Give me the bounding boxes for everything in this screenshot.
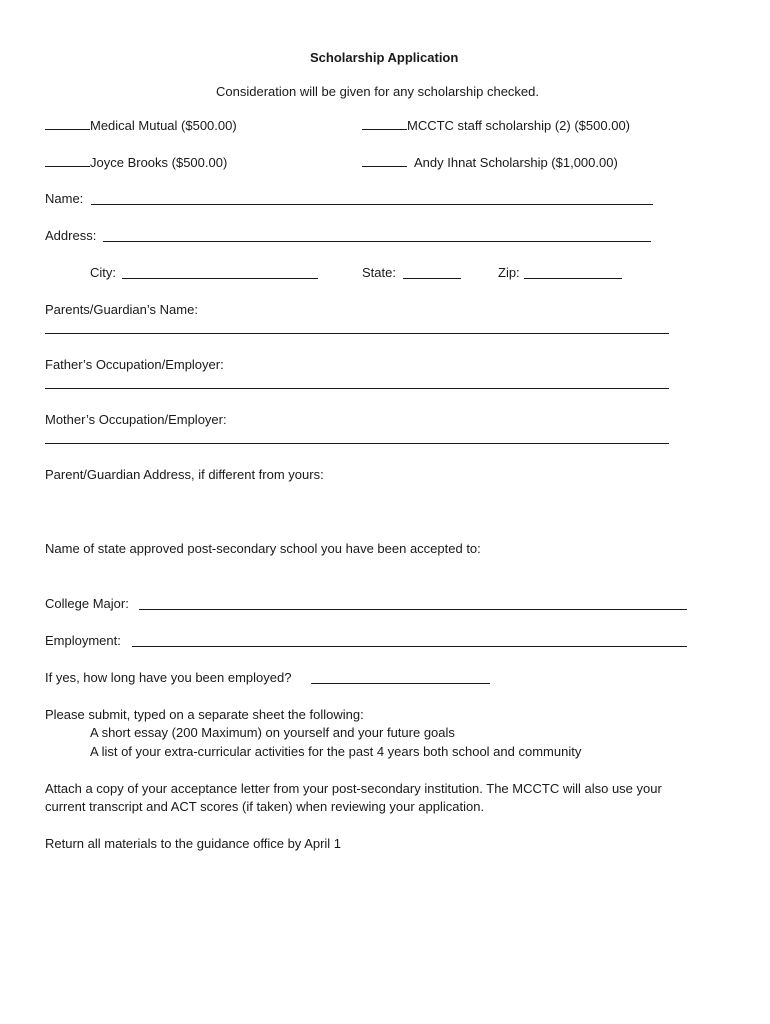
parents-name-field[interactable] bbox=[45, 333, 669, 334]
instruction-item: A short essay (200 Maximum) on yourself and your future goals bbox=[90, 725, 455, 740]
checkbox-blank[interactable] bbox=[45, 117, 90, 130]
city-label: City: bbox=[90, 265, 116, 280]
parents-name-label: Parents/Guardian’s Name: bbox=[45, 302, 198, 317]
address-label: Address: bbox=[45, 228, 97, 243]
scholarship-label: Medical Mutual ($500.00) bbox=[90, 118, 237, 133]
father-occupation-label: Father’s Occupation/Employer: bbox=[45, 357, 224, 372]
page-subtitle: Consideration will be given for any scholarship checked. bbox=[216, 84, 540, 99]
mother-occupation-field[interactable] bbox=[45, 443, 669, 444]
college-major-label: College Major: bbox=[45, 596, 129, 611]
attach-note-line-1: Attach a copy of your acceptance letter from your post-secondary institution. The MCCTC will also use your bbox=[45, 781, 662, 796]
checkbox-blank[interactable] bbox=[362, 117, 407, 130]
attach-note-line-2: current transcript and ACT scores (if taken) when reviewing your application. bbox=[45, 799, 485, 814]
mother-occupation-label: Mother’s Occupation/Employer: bbox=[45, 412, 227, 427]
return-note: Return all materials to the guidance office by April 1 bbox=[45, 836, 342, 851]
employed-duration-label: If yes, how long have you been employed? bbox=[45, 670, 292, 685]
school-label: Name of state approved post-secondary school you have been accepted to: bbox=[45, 541, 481, 556]
name-label: Name: bbox=[45, 191, 84, 206]
scholarship-option-andy-ihnat[interactable] bbox=[362, 154, 618, 171]
employment-field[interactable] bbox=[132, 646, 687, 647]
college-major-field[interactable] bbox=[139, 609, 687, 610]
instruction-item: A list of your extra-curricular activities for the past 4 years both school and community bbox=[90, 744, 582, 759]
parent-address-label: Parent/Guardian Address, if different from yours: bbox=[45, 467, 324, 482]
scholarship-option-joyce-brooks[interactable] bbox=[45, 154, 227, 171]
zip-field[interactable] bbox=[524, 278, 622, 279]
city-field[interactable] bbox=[122, 278, 318, 279]
father-occupation-field[interactable] bbox=[45, 388, 669, 389]
checkbox-blank[interactable] bbox=[45, 154, 90, 167]
scholarship-label: MCCTC staff scholarship (2) ($500.00) bbox=[407, 118, 631, 133]
state-field[interactable] bbox=[403, 278, 461, 279]
employed-duration-field[interactable] bbox=[311, 683, 490, 684]
scholarship-option-mcctc-staff[interactable] bbox=[362, 117, 630, 134]
scholarship-label: Joyce Brooks ($500.00) bbox=[90, 155, 228, 170]
name-field[interactable] bbox=[91, 204, 653, 205]
state-label: State: bbox=[362, 265, 396, 280]
checkbox-blank[interactable] bbox=[362, 154, 407, 167]
zip-label: Zip: bbox=[498, 265, 520, 280]
scholarship-option-medical-mutual[interactable] bbox=[45, 117, 237, 134]
instructions-intro: Please submit, typed on a separate sheet the following: bbox=[45, 707, 364, 722]
employment-label: Employment: bbox=[45, 633, 121, 648]
address-field[interactable] bbox=[103, 241, 651, 242]
scholarship-label: Andy Ihnat Scholarship ($1,000.00) bbox=[414, 155, 618, 170]
page-title: Scholarship Application bbox=[310, 50, 459, 65]
